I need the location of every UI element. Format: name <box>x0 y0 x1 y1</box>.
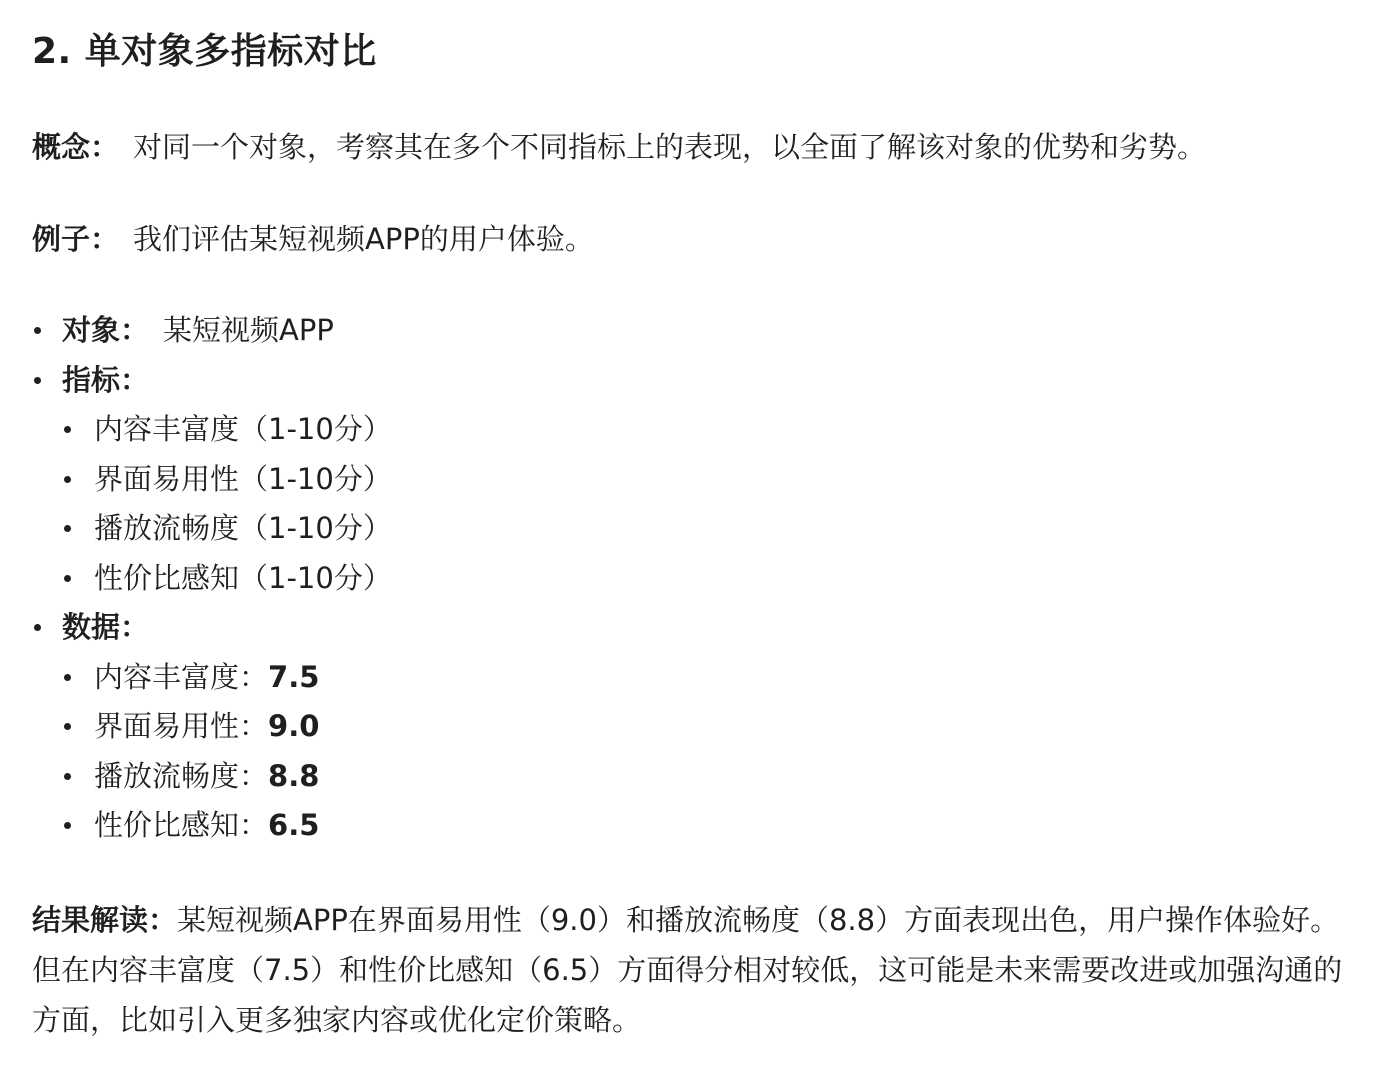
result-text: 某短视频APP在界面易用性（9.0）和播放流畅度（8.8）方面表现出色，用户操作体验好。但在内容丰富度（7.5）和性价比感知（6.5）方面得分相对较低，这可能是未来需要改进或加强沟通的方面，比如引入更多独家内容或优化定价策略。 <box>32 902 1343 1037</box>
data-item-name: 性价比感知： <box>94 808 269 842</box>
data-item-name: 播放流畅度： <box>94 758 269 793</box>
data-item <box>62 801 1364 851</box>
result-label: 结果解读： <box>32 902 178 937</box>
concept-paragraph <box>32 122 1364 172</box>
list-item-metrics <box>32 356 1364 604</box>
example-text: 我们评估某短视频APP的用户体验。 <box>133 222 594 256</box>
example-label: 例子： <box>32 222 120 256</box>
metric-item: 内容丰富度（1-10分） <box>62 405 1364 455</box>
example-paragraph <box>32 214 1364 264</box>
object-text: 某短视频APP <box>163 313 334 347</box>
object-label: 对象： <box>62 313 150 347</box>
metric-item: 界面易用性（1-10分） <box>62 455 1364 505</box>
data-item-name: 界面易用性： <box>94 709 269 743</box>
data-item-value: 6.5 <box>268 808 320 842</box>
details-list <box>32 306 1364 851</box>
data-item-value: 8.8 <box>268 758 320 793</box>
concept-text: 对同一个对象，考察其在多个不同指标上的表现，以全面了解该对象的优势和劣势。 <box>133 130 1207 164</box>
metric-item: 播放流畅度（1-10分） <box>62 504 1364 554</box>
section-heading: 2. 单对象多指标对比 <box>32 31 377 72</box>
data-item <box>62 653 1364 703</box>
data-item <box>62 702 1364 752</box>
metrics-label: 指标： <box>62 362 150 397</box>
data-label: 数据： <box>62 610 150 644</box>
data-sublist <box>62 653 1364 851</box>
list-item-object <box>32 306 1364 356</box>
metrics-sublist <box>62 405 1364 603</box>
data-item-value: 7.5 <box>268 659 320 694</box>
data-item-value: 9.0 <box>268 709 320 743</box>
data-item-name: 内容丰富度： <box>94 659 269 694</box>
concept-label: 概念： <box>32 130 120 164</box>
list-item-data <box>32 603 1364 851</box>
result-paragraph <box>32 895 1364 1045</box>
data-item <box>62 752 1364 802</box>
metric-item: 性价比感知（1-10分） <box>62 554 1364 604</box>
